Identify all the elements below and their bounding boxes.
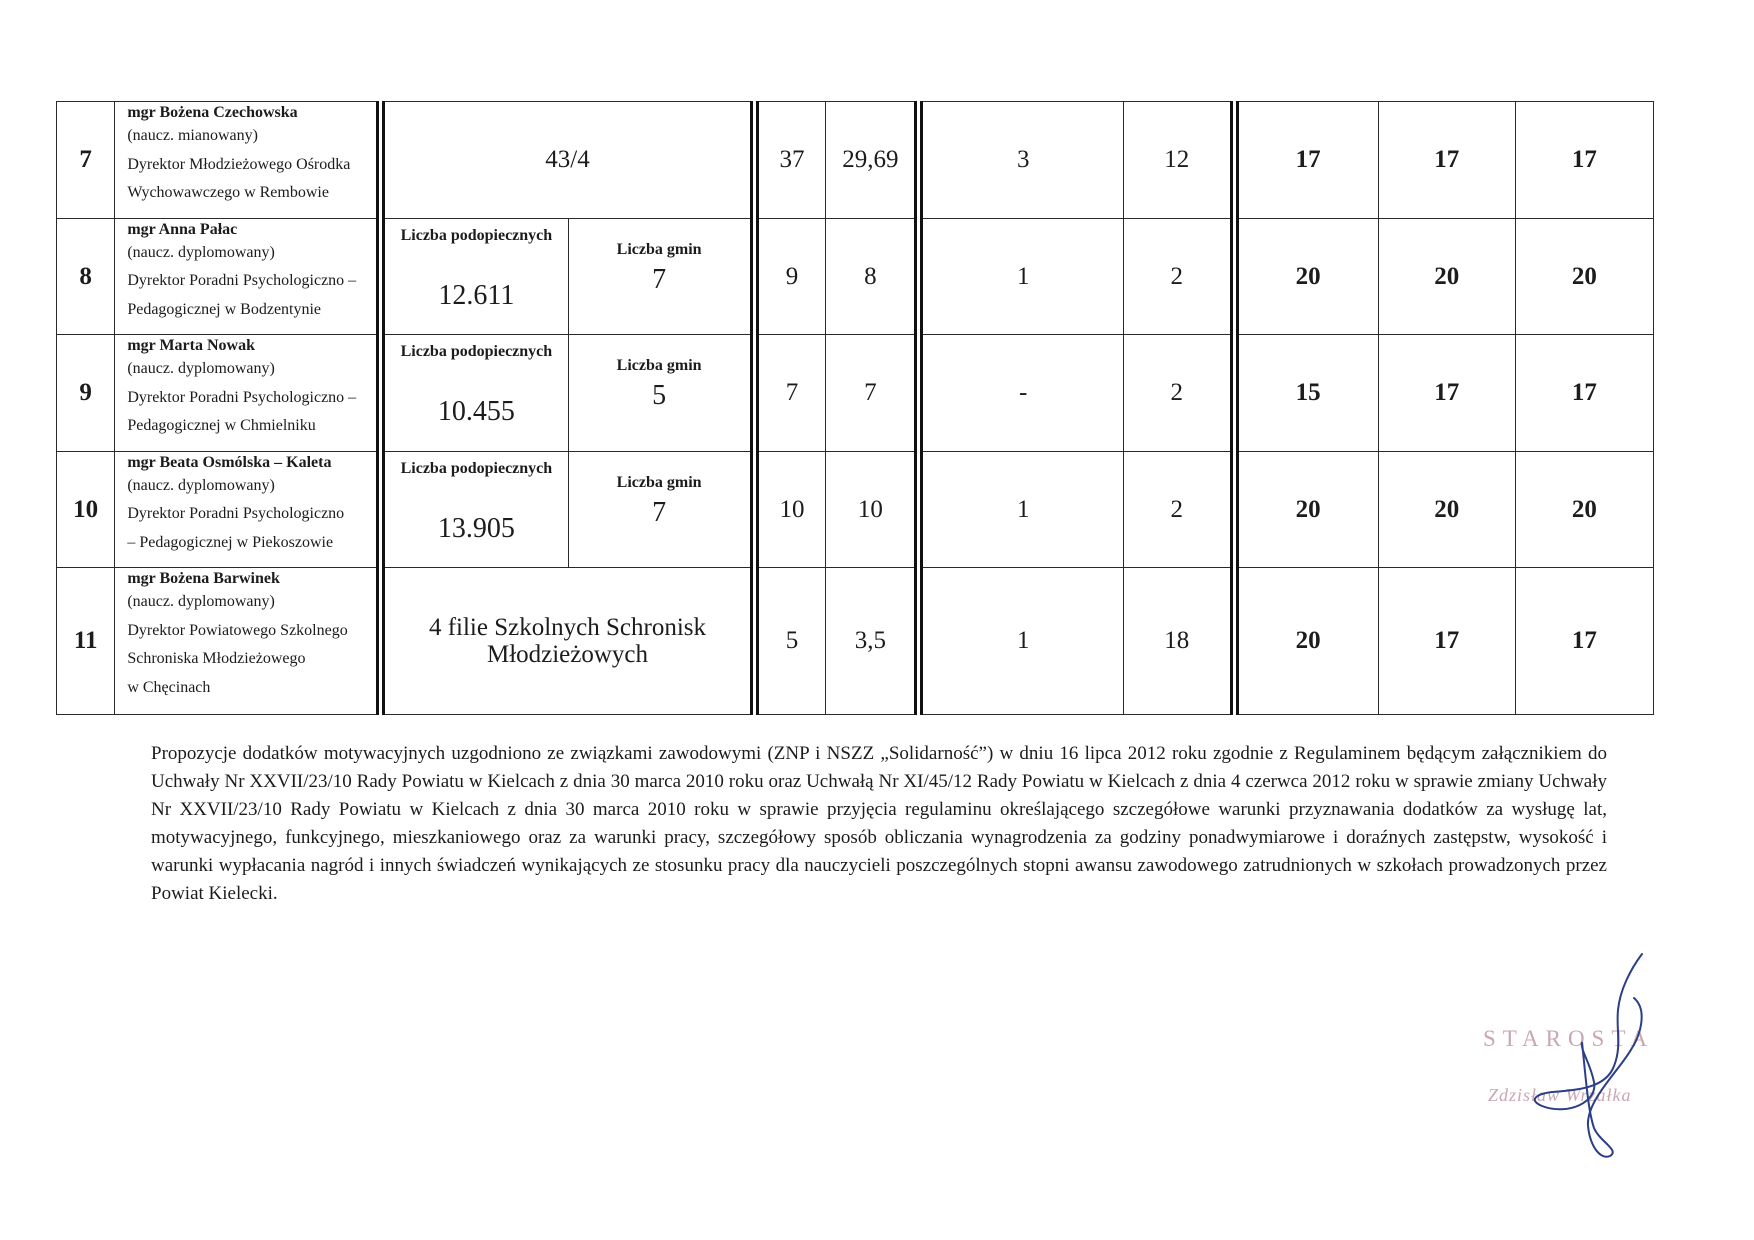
communes-cell — [568, 451, 754, 568]
value-cell: 3 — [919, 102, 1124, 219]
value-cell: 18 — [1124, 568, 1234, 715]
signature-stroke — [1535, 954, 1642, 1157]
value-cell: 1 — [919, 451, 1124, 568]
person-cell — [115, 102, 381, 219]
person-name: mgr Anna Pałac — [127, 220, 238, 238]
bold-value-cell: 20 — [1234, 218, 1378, 335]
value-cell: 10 — [826, 451, 919, 568]
agreement-paragraph: Propozycje dodatków motywacyjnych uzgodniono ze związkami zawodowymi (ZNP i NSZZ „Solidarność”) w dniu 16 lipca 2012 roku zgodnie z Regulaminem będącym załącznikiem do Uchwały Nr XXVII/23/10 Rady Powiatu w Kielcach z dnia 30 marca 2010 roku oraz Uchwałą Nr XI/45/12 Rady Powiatu w Kielcach z dnia 4 czerwca 2012 roku w sprawie zmiany Uchwały Nr XXVII/23/10 Rady Powiatu w Kielcach z dnia 30 marca 2010 roku w sprawie przyjęcia regulaminu określającego szczegółowe warunki przyznawania dodatków za wysługę lat, motywacyjnego, funkcyjnego, mieszkaniowego oraz za warunki pracy, szczegółowy sposób obliczania wynagrodzenia za godziny ponadwymiarowe i doraźnych zastępstw, wysokość i warunki wypłacania nagród i innych świadczeń wynikających ze stosunku pracy dla nauczycieli poszczególnych stopni awansu zawodowego zatrudnionych w szkołach prowadzonych przez Powiat Kielecki. — [151, 743, 1607, 904]
value-cell: 7 — [754, 335, 826, 452]
value-cell: 9 — [754, 218, 826, 335]
communes-cell — [568, 218, 754, 335]
bold-value-cell: 20 — [1378, 218, 1515, 335]
wards-label: Liczba podopiecznych — [400, 459, 553, 477]
communes-value: 7 — [652, 263, 667, 295]
bold-value-cell: 17 — [1378, 568, 1515, 715]
table-row — [57, 218, 1654, 335]
person-cell — [115, 568, 381, 715]
person-description-line: (naucz. dyplomowany) — [127, 360, 275, 378]
person-description-line: w Chęcinach — [127, 678, 211, 696]
value-cell: 37 — [754, 102, 826, 219]
bold-value-cell: 17 — [1515, 102, 1653, 219]
value-cell: 1 — [919, 218, 1124, 335]
person-cell — [115, 335, 381, 452]
person-description-line: Dyrektor Powiatowego Szkolnego — [127, 621, 348, 639]
communes-label: Liczba gmin — [616, 240, 702, 258]
person-description-line: Dyrektor Poradni Psychologiczno — [127, 505, 345, 523]
wards-value: 10.455 — [437, 396, 515, 428]
table-row — [57, 451, 1654, 568]
wards-label: Liczba podopiecznych — [400, 226, 553, 244]
bold-value-cell: 17 — [1378, 335, 1515, 452]
person-name: mgr Bożena Barwinek — [127, 570, 280, 588]
person-description-line: Schroniska Młodzieżowego — [127, 650, 306, 668]
table-body — [57, 102, 1654, 715]
lp-cell: 7 — [57, 102, 115, 219]
person-description-line: (naucz. dyplomowany) — [127, 243, 275, 261]
handwritten-signature — [1470, 950, 1690, 1170]
wards-cell — [381, 218, 568, 335]
person-cell — [115, 451, 381, 568]
value-cell: 8 — [826, 218, 919, 335]
value-cell: - — [919, 335, 1124, 452]
lp-cell: 9 — [57, 335, 115, 452]
starosta-stamp — [1470, 950, 1690, 1170]
unit-cell: 43/4 — [381, 102, 754, 219]
person-name: mgr Marta Nowak — [127, 337, 255, 355]
person-description-line: Wychowawczego w Rembowie — [127, 184, 329, 201]
wards-cell — [381, 335, 568, 452]
bold-value-cell: 20 — [1378, 451, 1515, 568]
person-description-line: Dyrektor Poradni Psychologiczno – — [127, 272, 357, 290]
bold-value-cell: 20 — [1515, 451, 1653, 568]
communes-cell — [568, 335, 754, 452]
value-cell: 29,69 — [826, 102, 919, 219]
bold-value-cell: 20 — [1234, 451, 1378, 568]
person-description-line: Dyrektor Młodzieżowego Ośrodka — [127, 155, 351, 173]
communes-value: 5 — [652, 380, 667, 412]
stamp-title: STAROSTA — [1483, 1026, 1655, 1051]
person-description-line: (naucz. dyplomowany) — [127, 593, 275, 611]
bold-value-cell: 17 — [1515, 335, 1653, 452]
value-cell: 10 — [754, 451, 826, 568]
value-cell: 2 — [1124, 335, 1234, 452]
person-description-line: Dyrektor Poradni Psychologiczno – — [127, 388, 357, 406]
stamp-name: Zdzisław Wrzałka — [1488, 1085, 1632, 1105]
person-description-line: (naucz. dyplomowany) — [127, 476, 275, 494]
wards-label: Liczba podopiecznych — [400, 343, 553, 361]
communes-label: Liczba gmin — [616, 357, 702, 375]
bold-value-cell: 17 — [1234, 102, 1378, 219]
table-row — [57, 335, 1654, 452]
person-description-line: (naucz. mianowany) — [127, 127, 258, 144]
value-cell: 5 — [754, 568, 826, 715]
lp-cell: 11 — [57, 568, 115, 715]
person-name: mgr Bożena Czechowska — [127, 104, 298, 121]
communes-value: 7 — [652, 496, 667, 528]
communes-label: Liczba gmin — [616, 473, 702, 491]
lp-cell: 8 — [57, 218, 115, 335]
table-row — [57, 568, 1654, 715]
wards-value: 12.611 — [438, 279, 515, 311]
person-description-line: Pedagogicznej w Bodzentynie — [127, 300, 322, 318]
bold-value-cell: 20 — [1234, 568, 1378, 715]
bold-value-cell: 15 — [1234, 335, 1378, 452]
table-row — [57, 102, 1654, 219]
person-cell — [115, 218, 381, 335]
value-cell: 1 — [919, 568, 1124, 715]
value-cell: 12 — [1124, 102, 1234, 219]
person-description-line: – Pedagogicznej w Piekoszowie — [127, 533, 334, 551]
value-cell: 2 — [1124, 451, 1234, 568]
bold-value-cell: 17 — [1515, 568, 1653, 715]
wards-value: 13.905 — [437, 512, 515, 544]
unit-cell: 4 filie Szkolnych Schronisk Młodzieżowych — [381, 568, 754, 715]
bold-value-cell: 20 — [1515, 218, 1653, 335]
value-cell: 7 — [826, 335, 919, 452]
person-description-line: Pedagogicznej w Chmielniku — [127, 417, 316, 435]
bold-value-cell: 17 — [1378, 102, 1515, 219]
person-name: mgr Beata Osmólska – Kaleta — [127, 453, 332, 471]
value-cell: 3,5 — [826, 568, 919, 715]
value-cell: 2 — [1124, 218, 1234, 335]
wards-cell — [381, 451, 568, 568]
ratings-table — [56, 101, 1654, 715]
lp-cell: 10 — [57, 451, 115, 568]
